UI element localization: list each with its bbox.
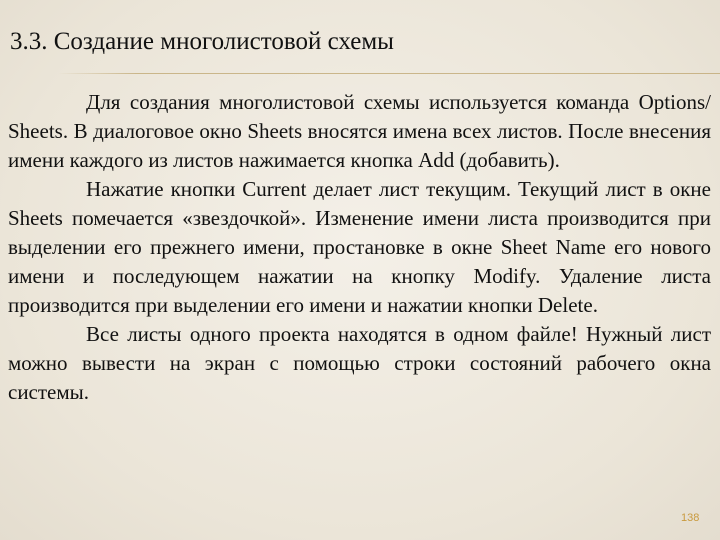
page-number: 138: [681, 512, 700, 524]
title-divider: [58, 73, 720, 74]
paragraph: Для создания многолистовой схемы используется команда Options/ Sheets. В диалоговое окно Sheets вносятся имена всех листов. После внесения имени каждого из листов нажимается кнопка Add (добавить).: [8, 90, 711, 172]
paragraph: Все листы одного проекта находятся в одном файле! Нужный лист можно вывести на экран с помощью строки состояний рабочего окна системы.: [8, 322, 711, 404]
slide-body: [8, 88, 711, 407]
slide-title: 3.3. Создание многолистовой схемы: [10, 28, 394, 55]
paragraph: Нажатие кнопки Current делает лист текущим. Текущий лист в окне Sheets помечается «звездочкой». Изменение имени листа производится при выделении его прежнего имени, простановке в окне Sheet Name его нового имени и последующем нажатии на кнопку Modify. Удаление листа производится при выделении его имени и нажатии кнопки Delete.: [8, 177, 711, 317]
